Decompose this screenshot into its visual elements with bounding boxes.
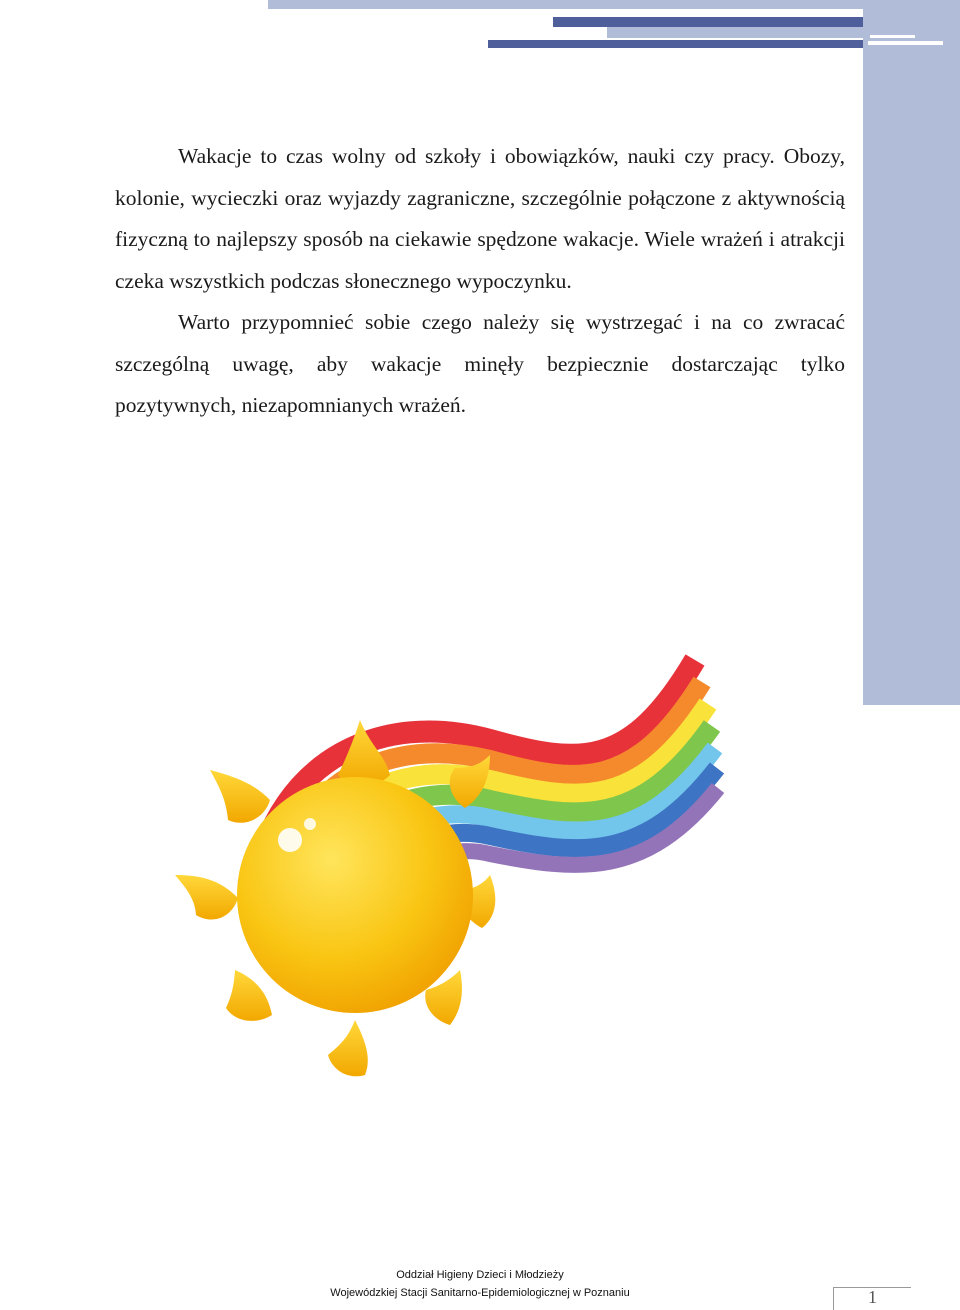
footer-institution: Wojewódzkiej Stacji Sanitarno-Epidemiologicznej w Poznaniu (330, 1287, 630, 1299)
paragraph-advice: Warto przypomnieć sobie czego należy się wystrzegać i na co zwracać szczególną uwagę, aby wakacje minęły bezpiecznie dostarczając tylko pozytywnych, niezapomnianych wrażeń. (115, 310, 845, 417)
header-decoration-gap (868, 41, 943, 45)
header-decoration-bar (607, 27, 863, 38)
page-number: 1 (868, 1287, 877, 1307)
side-decoration-bar (863, 0, 960, 705)
header-decoration-bar (553, 17, 863, 27)
header-decoration-bar (488, 40, 863, 48)
sun-with-rainbow-icon (160, 650, 730, 1080)
body-text (115, 136, 845, 427)
header-decoration-bar (268, 0, 863, 9)
header-decoration-gap (870, 35, 915, 38)
paragraph-intro: Wakacje to czas wolny od szkoły i obowiązków, nauki czy pracy. Obozy, kolonie, wycieczki oraz wyjazdy zagraniczne, szczególnie połączone z aktywnością fizyczną to najlepszy sposób na ciekawie spędzone wakacje. Wiele wrażeń i atrakcji czeka wszystkich podczas słonecznego wypoczynku. (115, 144, 845, 293)
footer-department: Oddział Higieny Dzieci i Młodzieży (396, 1269, 564, 1281)
